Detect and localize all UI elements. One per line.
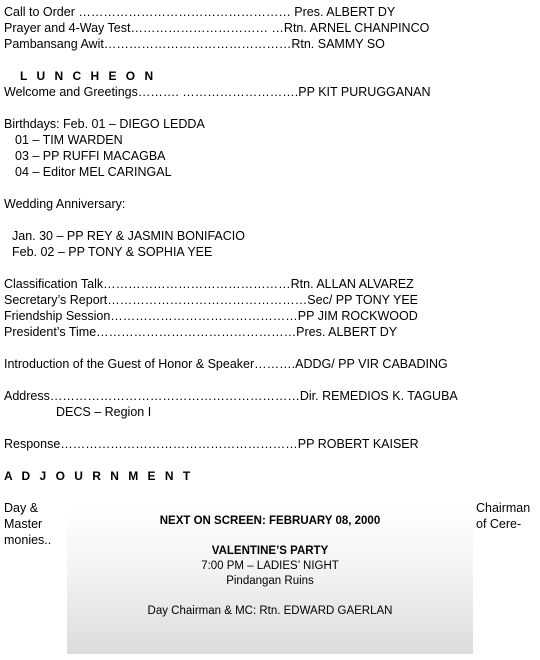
birthday-line: 04 – Editor MEL CARINGAL (15, 165, 172, 179)
adjournment-header: A D J O U R N M E N T (4, 469, 194, 483)
notice-chair: Day Chairman & MC: Rtn. EDWARD GAERLAN (147, 605, 393, 617)
wedding-line: Jan. 30 – PP REY & JASMIN BONIFACIO (12, 229, 245, 243)
agenda-line-secretary-report: Secretary’s Report…………………………………………Sec/ PP TONY YEE (4, 293, 418, 307)
notice-event: VALENTINE’S PARTY (211, 545, 329, 557)
notice-time: 7:00 PM – LADIES’ NIGHT (201, 560, 339, 572)
notice-venue: Pindangan Ruins (226, 575, 314, 587)
birthday-line: 03 – PP RUFFI MACAGBA (15, 149, 166, 163)
agenda-line-classification-talk: Classification Talk………………………………………Rtn. ALLAN ALVAREZ (4, 277, 414, 291)
wedding-line: Feb. 02 – PP TONY & SOPHIA YEE (12, 245, 213, 259)
program-line-prayer: Prayer and 4-Way Test…………………………… …Rtn. ARNEL CHANPINCO (4, 21, 430, 35)
response-line: Response…………………………………………………PP ROBERT KAISER (4, 437, 419, 451)
address-line: Address……………………………………………………Dir. REMEDIOS K. TAGUBA (4, 389, 458, 403)
address-subline: DECS – Region I (56, 405, 152, 419)
agenda-line-president-time: President’s Time…………………………………………Pres. ALBERT DY (4, 325, 398, 339)
wedding-anniversary-header: Wedding Anniversary: (4, 197, 126, 211)
agenda-line-friendship-session: Friendship Session………………………………………PP JIM ROCKWOOD (4, 309, 418, 323)
program-line-call-to-order: Call to Order …………………………………………… Pres. ALBERT DY (4, 5, 396, 19)
luncheon-header: L U N C H E O N (20, 69, 157, 83)
birthday-line: 01 – TIM WARDEN (15, 133, 123, 147)
notice-title: NEXT ON SCREEN: FEBRUARY 08, 2000 (159, 515, 381, 527)
program-line-anthem: Pambansang Awit………………………………………Rtn. SAMMY SO (4, 37, 385, 51)
next-meeting-notice (67, 508, 473, 654)
side-text-right: Chairman of Cere- (476, 501, 531, 531)
welcome-line: Welcome and Greetings………. ……………………….PP KIT PURUGGANAN (4, 85, 431, 99)
birthday-line: Birthdays: Feb. 01 – DIEGO LEDDA (4, 117, 205, 131)
side-text-left: Day & Master monies.. (4, 501, 52, 547)
introduction-line: Introduction of the Guest of Honor & Speaker……….ADDG/ PP VIR CABADING (4, 357, 448, 371)
